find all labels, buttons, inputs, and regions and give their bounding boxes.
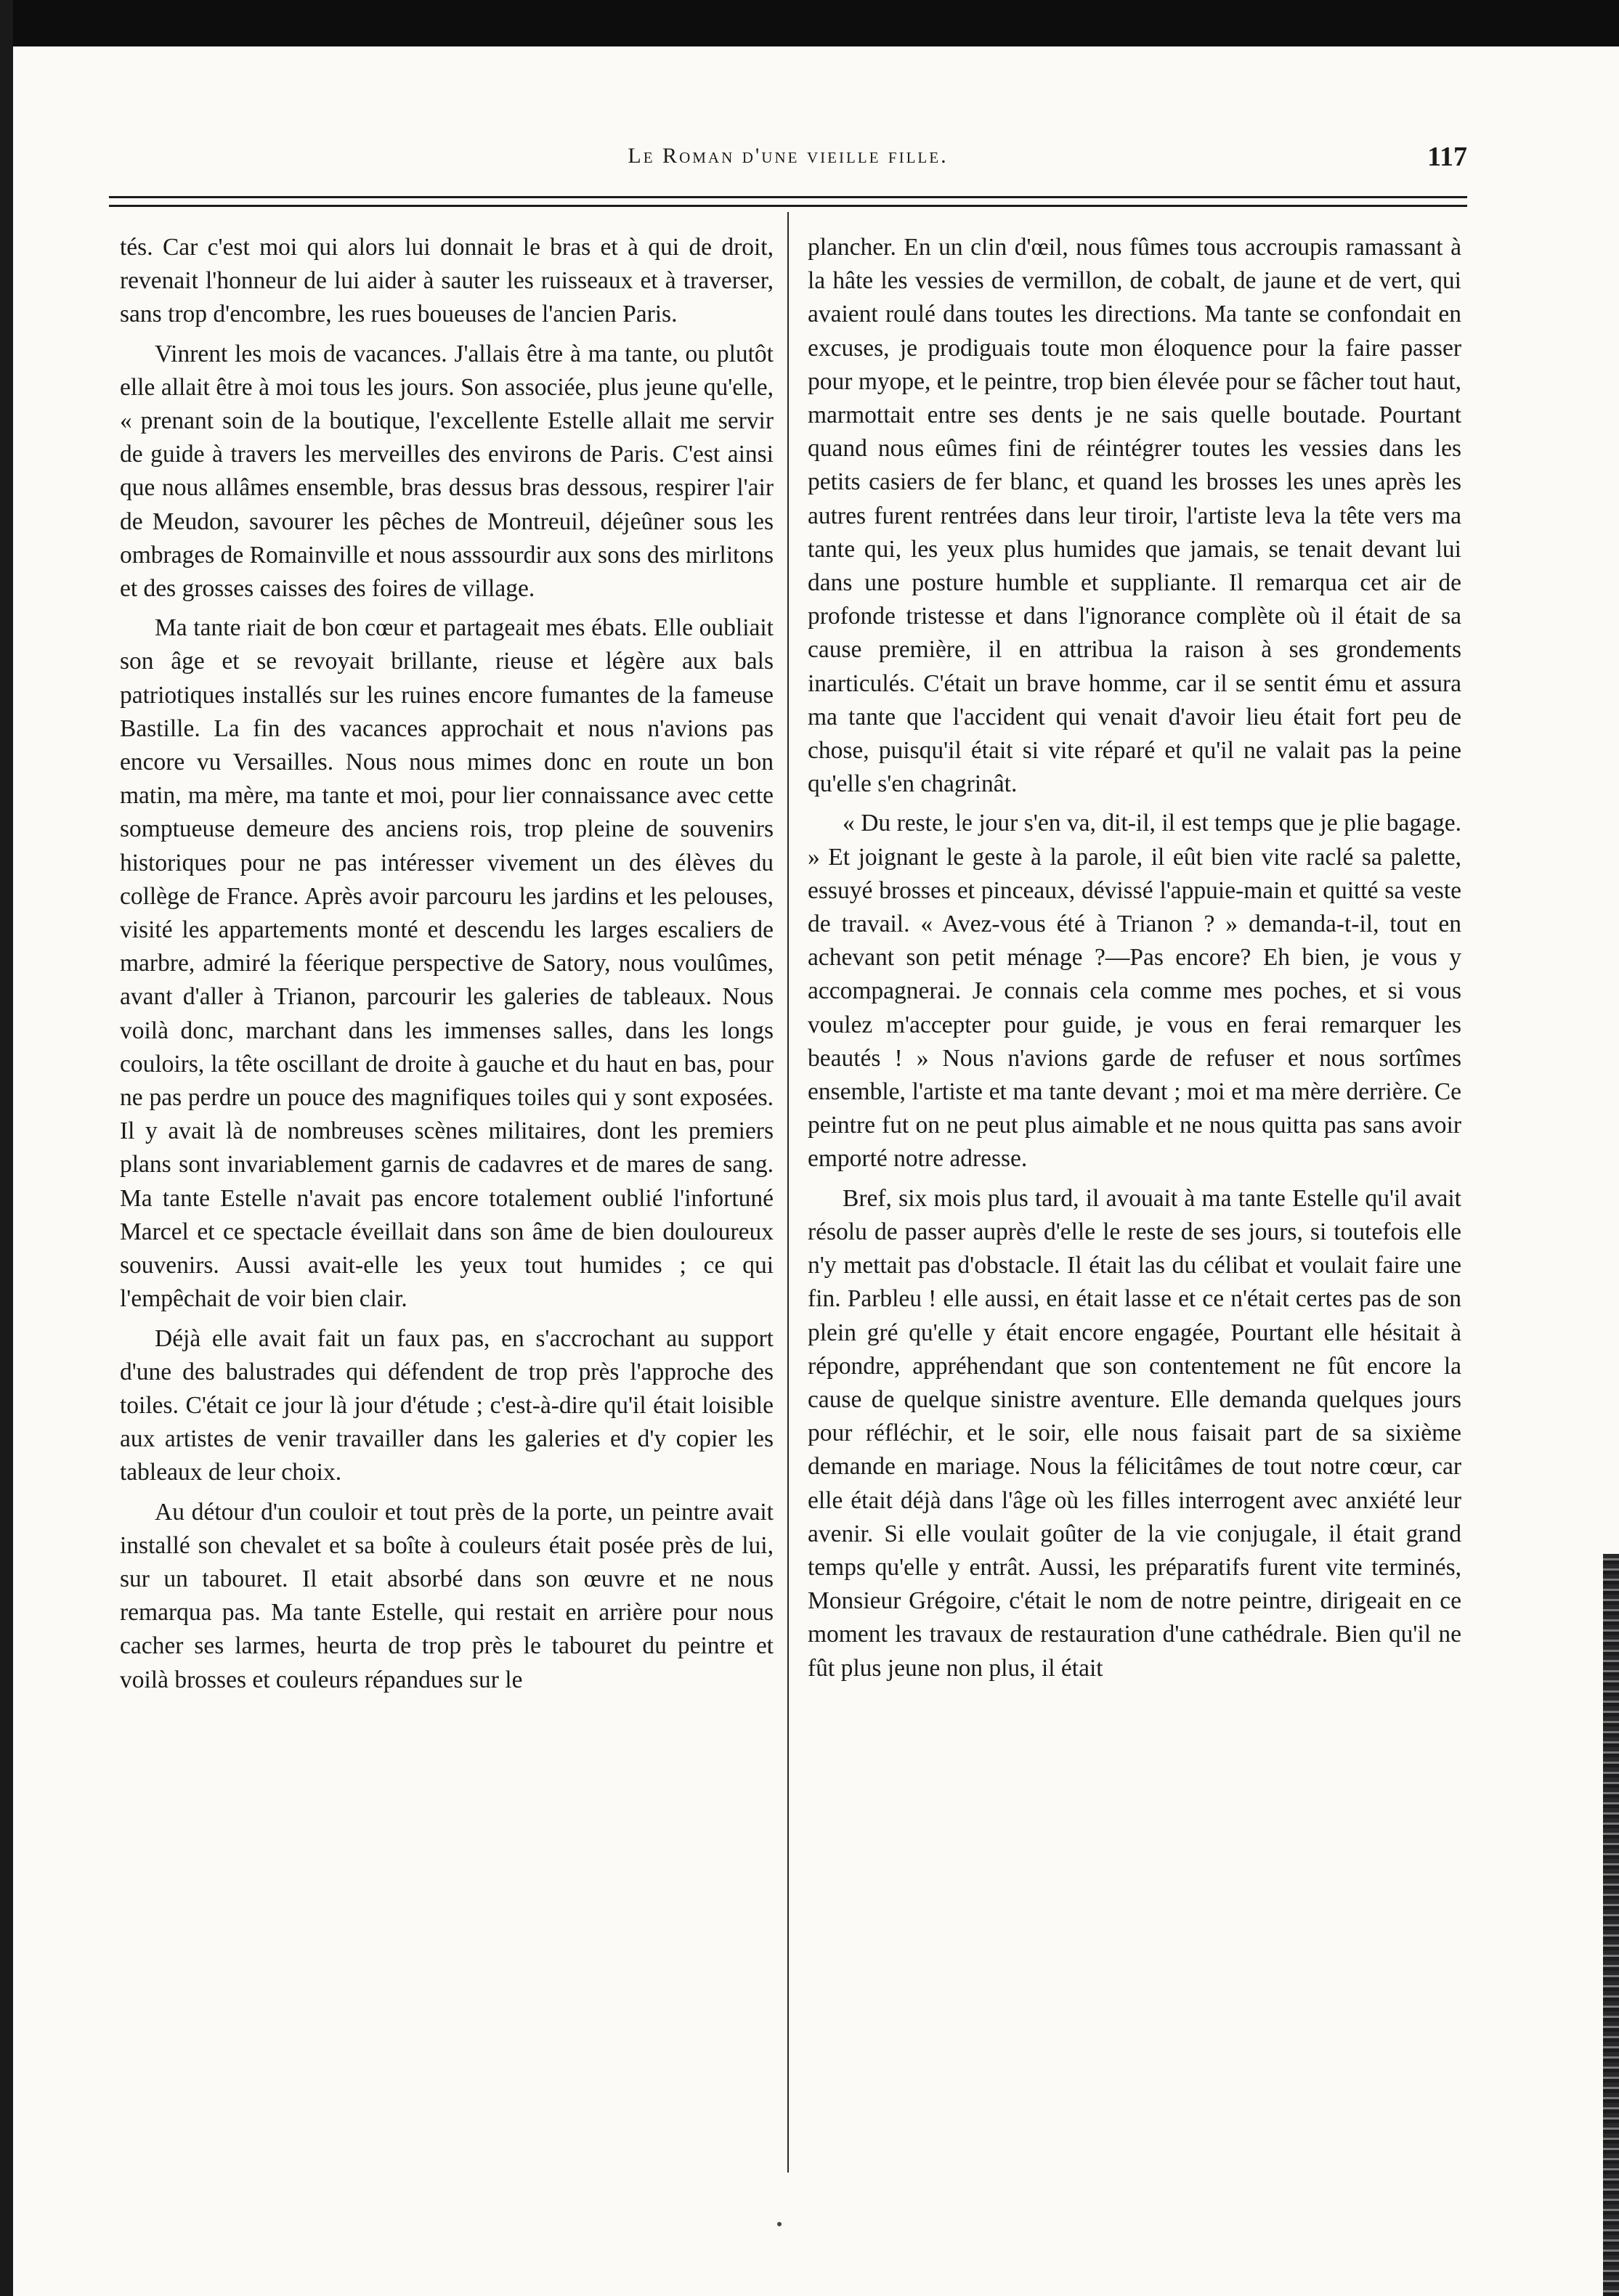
paragraph: Vinrent les mois de vacances. J'allais être à ma tante, ou plutôt elle allait être à moi tous les jours. Son associée, plus jeune qu'elle, « prenant soin de la boutique, l'excellente Estelle allait me servir de guide à travers les merveilles des environs de Paris. C'est ainsi que nous allâmes ensemble, bras dessus bras dessous, respirer l'air de Meudon, savourer les pêches de Montreuil, déjeûner sous les ombrages de Romainville et nous asssourdir aux sons des mirlitons et des grosses caisses des foires de village. [120, 340, 774, 603]
page-number: 117 [1427, 142, 1467, 172]
paragraph: Déjà elle avait fait un faux pas, en s'accrochant au support d'une des balustrades qui défendent de trop près l'approche des toiles. C'était ce jour là jour d'étude ; c'est-à-dire qu'il était loisible aux artistes de venir travailler dans les galeries et d'y copier les tableaux de leur choix. [120, 1324, 774, 1486]
paragraph: « Du reste, le jour s'en va, dit-il, il est temps que je plie bagage. » Et joignant le geste à la parole, il eût bien vite raclé sa palette, essuyé brosses et pinceaux, dévissé l'appuie-main et quitté sa veste de travail. « Avez-vous été à Trianon ? » demanda-t-il, tout en achevant son petit ménage ?—Pas encore? Eh bien, je vous y accompagnerai. Je connais cela comme mes poches, et si vous voulez m'accepter pour guide, je vous en ferai remarquer les beautés ! » Nous n'avions garde de refuser et nous sortîmes ensemble, l'artiste et ma tante devant ; moi et ma mère derrière. Ce peintre fut on ne peut plus aimable et ne nous quitta pas sans avoir emporté notre adresse. [808, 810, 1461, 1173]
right-column [808, 231, 1461, 1691]
scan-left-edge [0, 0, 13, 2296]
running-title: Le Roman d'une vieille fille. [628, 144, 949, 168]
scan-top-edge [0, 0, 1619, 46]
paragraph: Bref, six mois plus tard, il avouait à ma tante Estelle qu'il avait résolu de passer auprès d'elle le reste de ses jours, si toutefois elle n'y mettait pas d'obstacle. Il était las du célibat et voulait faire une fin. Parbleu ! elle aussi, en était lasse et ce n'était certes pas de son plein gré qu'elle y était encore engagée, Pourtant elle hésitait à répondre, appréhendant que son contentement ne fût encore la cause de quelque sinistre aventure. Elle demanda quelques jours pour réfléchir, et le soir, elle nous faisait part de sa sixième demande en mariage. Nous la félicitâmes de tout notre cœur, car elle était déjà dans l'âge où les filles interrogent avec anxiété leur avenir. Si elle voulait goûter de la vie conjugale, il était grand temps qu'elle y entrât. Aussi, les préparatifs furent vite terminés, Monsieur Grégoire, c'était le nom de notre peintre, dirigeait en ce moment les travaux de restauration d'une cathédrale. Bien qu'il ne fût plus jeune non plus, il était [808, 1184, 1461, 1682]
paragraph: tés. Car c'est moi qui alors lui donnait le bras et à qui de droit, revenait l'honneur de lui aider à sauter les ruisseaux et à traverser, sans trop d'encombre, les rues boueuses de l'ancien Paris. [120, 234, 774, 328]
header-rule-double [109, 205, 1467, 207]
scan-right-edge [1603, 1554, 1619, 2296]
paragraph: Au détour d'un couloir et tout près de la porte, un peintre avait installé son chevalet et sa boîte à couleurs était posée près de lui, sur un tabouret. Il etait absorbé dans son œuvre et ne nous remarqua pas. Ma tante Estelle, qui restait en arrière pour nous cacher ses larmes, heurta de trop près le tabouret du peintre et voilà brosses et couleurs répandues sur le [120, 1498, 774, 1693]
column-divider [787, 212, 789, 2173]
page-header [109, 144, 1467, 187]
paragraph: plancher. En un clin d'œil, nous fûmes tous accroupis ramassant à la hâte les vessies de vermillon, de cobalt, de jaune et de vert, qui avaient roulé dans toutes les directions. Ma tante se confondait en excuses, je prodiguais toute mon éloquence pour la faire passer pour myope, et le peintre, trop bien élevée pour se fâcher tout haut, marmottait entre ses dents je ne sais quelle boutade. Pourtant quand nous eûmes fini de réintégrer toutes les vessies dans les petits casiers de fer blanc, et quand les brosses les unes après les autres furent rentrées dans leur tiroir, l'artiste leva la tête vers ma tante qui, les yeux plus humides que jamais, se tenait devant lui dans une posture humble et suppliante. Il remarqua cet air de profonde tristesse et dans l'ignorance complète où il était de sa cause première, il en attribua la raison à ses grondements inarticulés. C'était un brave homme, car il se sentit ému et assura ma tante que l'accident qui venait d'avoir lieu était fort peu de chose, puisqu'il était si vite réparé et qu'il ne valait pas la peine qu'elle s'en chagrinât. [808, 234, 1461, 798]
scan-speck [777, 2222, 782, 2226]
paragraph: Ma tante riait de bon cœur et partageait mes ébats. Elle oubliait son âge et se revoyait brillante, rieuse et légère aux bals patriotiques installés sur les ruines encore fumantes de la fameuse Bastille. La fin des vacances approchait et nous n'avions pas encore vu Versailles. Nous nous mimes donc en route un bon matin, ma mère, ma tante et moi, pour lier connaissance avec cette somptueuse demeure des anciens rois, trop pleine de souvenirs historiques pour ne pas intéresser vivement un des élèves du collège de France. Après avoir parcouru les jardins et les pelouses, visité les appartements monté et descendu les larges escaliers de marbre, admiré la féerique perspective de Satory, nous voulûmes, avant d'aller à Trianon, parcourir les galeries de tableaux. Nous voilà donc, marchant dans les immenses salles, dans les longs couloirs, la tête oscillant de droite à gauche et du haut en bas, pour ne pas perdre un pouce des magnifiques toiles qui y sont exposées. Il y avait là de nombreuses scènes militaires, dont les premiers plans sont invariablement garnis de cadavres et de mares de sang. Ma tante Estelle n'avait pas encore totalement oublié l'infortuné Marcel et ce spectacle éveillait dans son âme de bien douloureux souvenirs. Aussi avait-elle les yeux tout humides ; ce qui l'empêchait de voir bien clair. [120, 614, 774, 1313]
left-column [120, 231, 774, 1703]
header-rule [109, 196, 1467, 198]
